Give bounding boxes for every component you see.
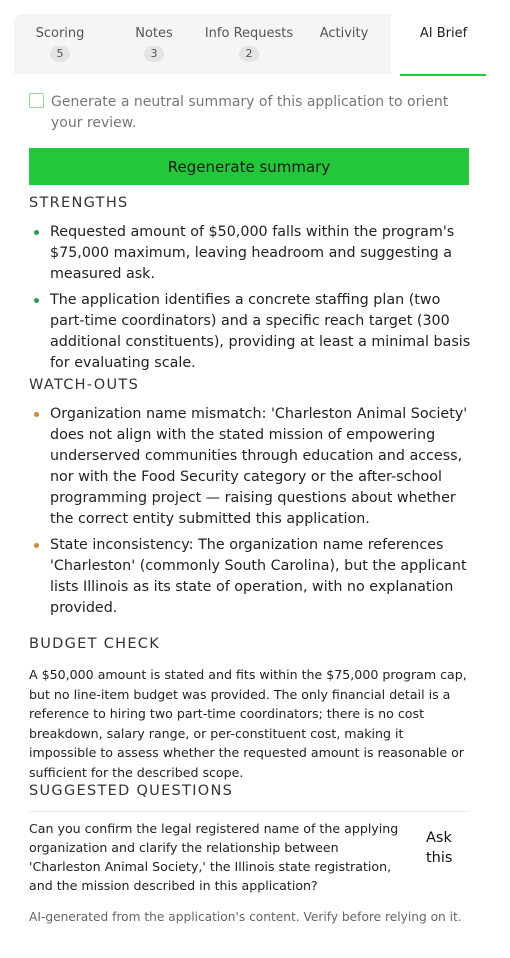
tab-label: Activity [319, 26, 369, 41]
count-badge: 3 [144, 46, 164, 62]
bullet-dot [34, 230, 39, 235]
list-item [29, 535, 474, 619]
tab-bar [14, 14, 496, 74]
tab-label: Notes [135, 26, 173, 41]
ai-disclaimer: AI-generated from the application's content. Verify before relying on it. [29, 910, 462, 924]
bullet-dot [34, 412, 39, 417]
suggested-question-text: Can you confirm the legal registered name of the applying organization and clarify the relationship between 'Charleston Animal Society,' the Illinois state registration, and the mission described in this application? [29, 821, 399, 893]
bullet-dot [34, 298, 39, 303]
budget-check-text: A $50,000 amount is stated and fits within the $75,000 program cap, but no line-item budget was provided. The only financial detail is a reference to hiring two part-time coordinators; there is no cost breakdown, salary range, or per-constituent cost, making it impossible to assess whether the requested amount is reasonable or sufficient for the described scope. [29, 667, 467, 780]
tab-info-requests[interactable] [200, 14, 298, 74]
count-badge: 2 [239, 46, 259, 62]
strengths-list [29, 222, 474, 379]
list-item [29, 404, 474, 530]
tab-ai-brief[interactable] [391, 14, 496, 74]
strength-text: Requested amount of $50,000 falls within the program's $75,000 maximum, leaving headroom and suggesting a measured ask. [50, 224, 455, 282]
tab-notes[interactable] [111, 14, 197, 74]
generate-option [29, 92, 469, 134]
strength-text: The application identifies a concrete staffing plan (two part-time coordinators) and a specific reach target (300 additional constituents), providing at least a minimal basis for evaluating scale. [50, 292, 471, 371]
generate-checkbox[interactable] [29, 93, 44, 108]
list-item [29, 222, 474, 285]
tab-activity[interactable] [304, 14, 384, 74]
watchouts-heading: WATCH-OUTS [29, 377, 140, 393]
ask-this-button[interactable]: Ask this [426, 830, 453, 866]
count-badge: 5 [50, 46, 70, 62]
active-tab-indicator [400, 74, 486, 76]
regenerate-summary-button[interactable]: Regenerate summary [29, 148, 469, 185]
tab-scoring[interactable] [14, 14, 106, 74]
divider [29, 811, 469, 812]
tab-label: Scoring [35, 26, 85, 41]
tab-label: Info Requests [204, 26, 294, 41]
generate-checkbox-label[interactable]: Generate a neutral summary of this application to orient your review. [51, 94, 449, 131]
list-item [29, 290, 474, 374]
watchout-text: Organization name mismatch: 'Charleston Animal Society' does not align with the stated mission of empowering underserved communities through education and access, nor with the Food Security category or the after-school programming project — raising questions about whether the correct entity submitted this application. [50, 406, 468, 527]
bullet-dot [34, 543, 39, 548]
watchouts-list [29, 404, 474, 624]
watchout-text: State inconsistency: The organization name references 'Charleston' (commonly South Carolina), but the applicant lists Illinois as its state of operation, with no explanation provided. [50, 537, 467, 616]
strengths-heading: STRENGTHS [29, 195, 129, 211]
tab-label: AI Brief [419, 26, 468, 41]
budget-check-heading: BUDGET CHECK [29, 636, 161, 652]
suggested-questions-heading: SUGGESTED QUESTIONS [29, 783, 234, 799]
